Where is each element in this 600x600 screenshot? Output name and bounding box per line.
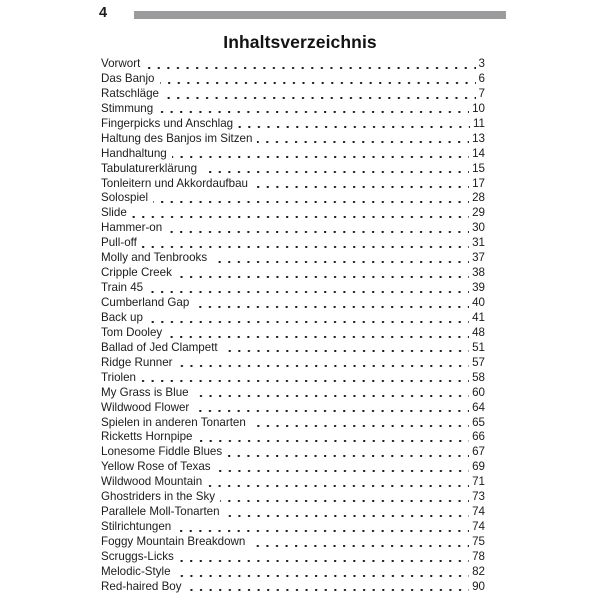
toc-entry-page: 51 — [472, 340, 485, 354]
toc-entry-label: Foggy Mountain Breakdown — [101, 535, 246, 548]
toc-entry-label: Tabulaturerklärung — [101, 161, 198, 175]
toc-entry-label: Stimmung — [101, 101, 154, 115]
toc-dotted-leader — [164, 87, 476, 102]
toc-entry-label: Das Banjo — [101, 71, 155, 85]
toc-entry-page: 29 — [472, 206, 485, 220]
toc-entry-label: Hammer-on — [101, 221, 163, 235]
toc-entry-label: Ratschläge — [101, 86, 160, 100]
toc-entry — [101, 520, 485, 535]
page-title: Inhaltsverzeichnis — [223, 32, 377, 52]
toc-dotted-leader — [177, 266, 469, 281]
toc-entry-page: 75 — [472, 535, 485, 548]
toc-entry-page: 69 — [472, 460, 485, 474]
toc-entry-label: Back up — [101, 310, 143, 324]
toc-entry — [101, 87, 485, 102]
toc-entry-page: 66 — [472, 430, 485, 444]
toc-dotted-leader — [202, 162, 469, 177]
toc-entry-label: Yellow Rose of Texas — [101, 460, 211, 474]
toc-entry — [101, 177, 485, 192]
toc-entry — [101, 535, 485, 550]
toc-entry-page: 37 — [472, 251, 485, 265]
toc-dotted-leader — [158, 102, 469, 117]
toc-entry-label: Tom Dooley — [101, 325, 163, 339]
toc-entry — [101, 341, 485, 356]
toc-dotted-leader — [212, 251, 469, 266]
toc-entry-label: Solospiel — [101, 191, 149, 205]
toc-entry-label: Haltung des Banjos im Sitzen — [101, 131, 253, 145]
toc-entry — [101, 311, 485, 326]
toc-dotted-leader — [179, 550, 469, 565]
toc-dotted-leader — [194, 296, 469, 311]
toc-entry-label: Red-haired Boy — [101, 579, 182, 593]
toc-entry-page: 82 — [472, 564, 485, 578]
toc-entry-label: Slide — [101, 206, 127, 220]
toc-entry-page: 6 — [478, 71, 485, 85]
toc-dotted-leader — [227, 445, 469, 460]
toc-entry — [101, 102, 485, 117]
toc-entry — [101, 117, 485, 132]
toc-entry-page: 10 — [472, 101, 485, 115]
toc-dotted-leader — [238, 117, 470, 132]
toc-entry-label: Train 45 — [101, 281, 144, 295]
toc-dotted-leader — [145, 57, 475, 72]
toc-dotted-leader — [257, 132, 469, 147]
toc-entry-label: Wildwood Flower — [101, 400, 190, 414]
toc-dotted-leader — [178, 356, 470, 371]
toc-entry — [101, 356, 485, 371]
toc-entry-label: Melodic-Style — [101, 564, 171, 578]
toc-entry-label: Vorwort — [101, 57, 141, 70]
toc-entry — [101, 565, 485, 580]
toc-entry-label: Lonesome Fiddle Blues — [101, 445, 223, 459]
toc-entry-label: Tonleitern und Akkordaufbau — [101, 176, 248, 190]
toc-dotted-leader — [167, 326, 469, 341]
toc-entry-label: Handhaltung — [101, 146, 167, 160]
toc-entry-page: 60 — [472, 385, 485, 399]
toc-dotted-leader — [142, 236, 469, 251]
toc-entry-page: 90 — [472, 579, 485, 593]
toc-dotted-leader — [160, 72, 476, 87]
toc-entry — [101, 371, 485, 386]
toc-dotted-leader — [250, 535, 469, 550]
toc-entry — [101, 251, 485, 266]
toc-dotted-leader — [153, 191, 469, 206]
toc-entry-page: 67 — [472, 445, 485, 459]
toc-entry-page: 40 — [472, 296, 485, 309]
toc-dotted-leader — [198, 430, 470, 445]
toc-entry-page: 38 — [472, 266, 485, 280]
toc-entry-page: 74 — [472, 505, 485, 519]
toc-entry — [101, 326, 485, 341]
toc-entry-page: 78 — [472, 549, 485, 563]
toc-entry — [101, 281, 485, 296]
toc-entry-page: 14 — [472, 146, 485, 160]
toc-entry-page: 17 — [472, 176, 485, 190]
toc-dotted-leader — [176, 520, 469, 535]
toc-entry-label: Molly and Tenbrooks — [101, 251, 208, 265]
toc-entry — [101, 236, 485, 251]
toc-entry-page: 28 — [472, 191, 485, 205]
toc-entry — [101, 386, 485, 401]
toc-entry-page: 31 — [472, 236, 485, 250]
toc-entry-label: Ghostriders in the Sky — [101, 490, 216, 504]
header-bar — [134, 11, 506, 19]
toc-entry-label: Stilrichtungen — [101, 520, 172, 534]
toc-entry-label: Cumberland Gap — [101, 296, 190, 309]
toc-entry — [101, 191, 485, 206]
toc-entry-page: 71 — [472, 475, 485, 489]
toc-entry — [101, 206, 485, 221]
toc-entry-page: 7 — [478, 86, 485, 100]
toc-entry-label: Parallele Moll-Tonarten — [101, 505, 220, 519]
toc-entry — [101, 430, 485, 445]
toc-entry — [101, 490, 485, 505]
toc-entry — [101, 445, 485, 460]
toc-entry — [101, 72, 485, 87]
toc-dotted-leader — [148, 311, 469, 326]
toc-dotted-leader — [225, 505, 470, 520]
toc-entry-page: 41 — [472, 310, 485, 324]
toc-entry-page: 64 — [472, 400, 485, 414]
toc-dotted-leader — [194, 386, 469, 401]
toc-entry — [101, 475, 485, 490]
toc-entry — [101, 132, 485, 147]
toc-dotted-leader — [194, 401, 469, 416]
toc-entry-page: 30 — [472, 221, 485, 235]
toc-dotted-leader — [207, 475, 469, 490]
toc-entry-label: Cripple Creek — [101, 266, 172, 280]
toc-entry-label: Ricketts Hornpipe — [101, 430, 193, 444]
toc-entry-page: 48 — [472, 325, 485, 339]
toc-entry — [101, 57, 485, 72]
toc-entry-page: 74 — [472, 520, 485, 534]
toc-dotted-leader — [223, 341, 469, 356]
toc-dotted-leader — [141, 371, 469, 386]
toc-entry-label: Wildwood Mountain — [101, 475, 203, 489]
toc-entry-page: 3 — [478, 57, 485, 70]
toc-entry-label: Ballad of Jed Clampett — [101, 340, 218, 354]
toc-dotted-leader — [216, 460, 470, 475]
toc-entry-label: Pull-off — [101, 236, 137, 250]
toc-entry — [101, 401, 485, 416]
toc-entry-page: 11 — [472, 116, 485, 130]
toc-entry-page: 57 — [472, 355, 485, 369]
toc-dotted-leader — [187, 580, 470, 595]
toc-entry-page: 65 — [472, 415, 485, 429]
toc-dotted-leader — [253, 177, 469, 192]
toc-entry — [101, 266, 485, 281]
toc-dotted-leader — [220, 490, 469, 505]
toc-entry — [101, 296, 485, 311]
toc-entry-label: Triolen — [101, 370, 137, 384]
toc-entry-page: 13 — [472, 131, 485, 145]
toc-dotted-leader — [132, 206, 469, 221]
toc-entry-label: Scruggs-Licks — [101, 549, 174, 563]
toc-entry — [101, 416, 485, 431]
toc-entry-page: 39 — [472, 281, 485, 295]
toc-list — [101, 57, 485, 595]
toc-entry-label: Fingerpicks und Anschlag — [101, 116, 234, 130]
toc-entry — [101, 460, 485, 475]
toc-entry — [101, 550, 485, 565]
toc-entry-label: My Grass is Blue — [101, 385, 189, 399]
toc-dotted-leader — [251, 416, 469, 431]
toc-entry-page: 15 — [472, 161, 485, 175]
toc-entry — [101, 580, 485, 595]
toc-dotted-leader — [148, 281, 469, 296]
toc-entry — [101, 505, 485, 520]
toc-entry — [101, 221, 485, 236]
toc-dotted-leader — [172, 147, 469, 162]
toc-entry-page: 58 — [472, 370, 485, 384]
toc-entry — [101, 147, 485, 162]
toc-entry-label: Spielen in anderen Tonarten — [101, 415, 246, 429]
page-number: 4 — [99, 5, 108, 21]
toc-dotted-leader — [167, 221, 469, 236]
toc-dotted-leader — [176, 565, 470, 580]
toc-entry-page: 73 — [472, 490, 485, 504]
toc-entry-label: Ridge Runner — [101, 355, 173, 369]
toc-entry — [101, 162, 485, 177]
